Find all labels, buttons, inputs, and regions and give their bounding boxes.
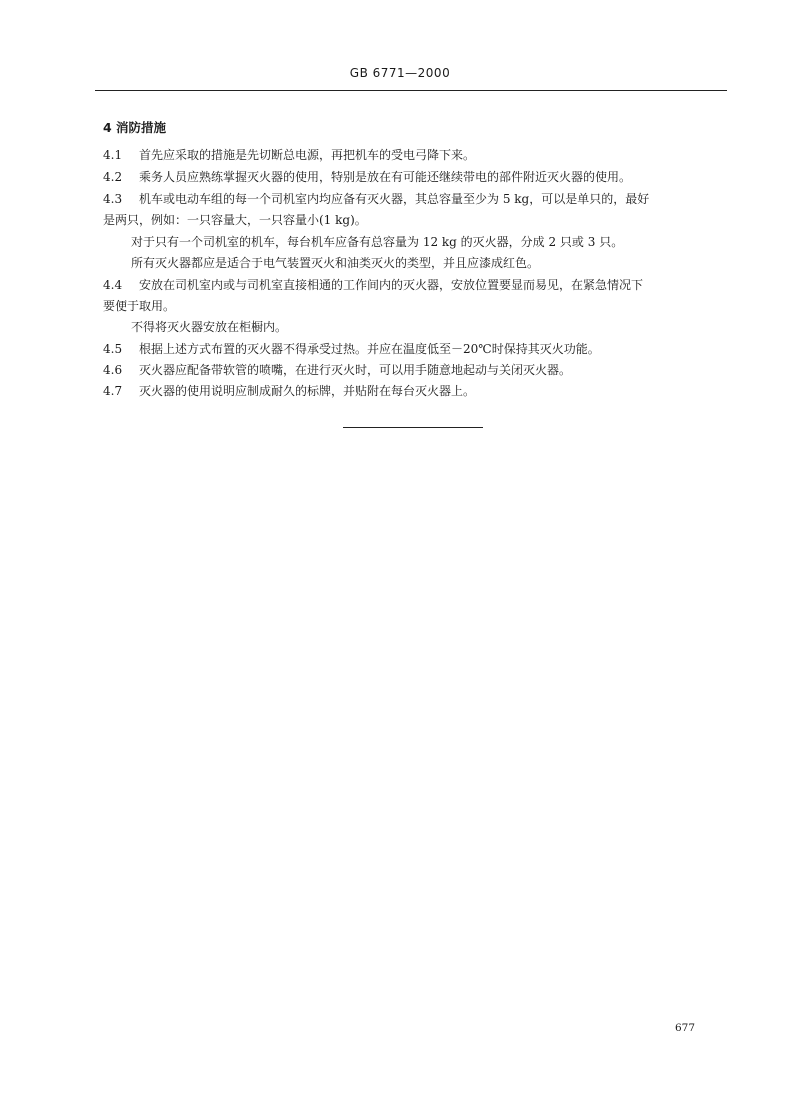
clause-text: 灭火器的使用说明应制成耐久的标牌，并贴附在每台灭火器上。 [139,384,476,398]
paragraph-4-3-type-color: 所有灭火器都应是适合于电气装置灭火和油类灭火的类型，并且应漆成红色。 [131,256,540,270]
clause-text: 灭火器应配备带软管的喷嘴，在进行灭火时，可以用手随意地起动与关闭灭火器。 [139,363,572,377]
clause-text: 首先应采取的措施是先切断总电源，再把机车的受电弓降下来。 [139,148,476,162]
clause-text: 安放在司机室内或与司机室直接相通的工作间内的灭火器，安放位置要显而易见，在紧急情况下 [139,278,644,292]
clause-text: 机车或电动车组的每一个司机室内均应备有灭火器，其总容量至少为 5 kg，可以是单只的，最好 [139,192,650,206]
clause-number: 4.5 [103,342,123,356]
paragraph-4-4-cabinet: 不得将灭火器安放在柜橱内。 [131,320,288,334]
clause-number: 4.1 [103,148,123,162]
clause-4-4-continuation: 要便于取用。 [103,299,176,313]
clause-4-5 [103,342,728,356]
clause-4-6 [103,363,728,377]
clause-number: 4.6 [103,363,123,377]
section-title: 4 消防措施 [103,120,167,135]
clause-4-3 [103,192,728,206]
clause-4-3-continuation: 是两只，例如：一只容量大，一只容量小(1 kg)。 [103,213,367,227]
header-rule [95,90,727,91]
clause-4-7 [103,384,728,398]
paragraph-4-3-single-cab: 对于只有一个司机室的机车，每台机车应备有总容量为 12 kg 的灭火器，分成 2 只或 3 只。 [131,235,624,249]
clause-4-2 [103,170,728,184]
clause-4-4 [103,278,728,292]
clause-4-1 [103,148,728,162]
page-number: 677 [675,1022,696,1034]
end-of-text-rule [343,427,483,428]
standard-code-header: GB 6771—2000 [349,66,451,80]
clause-number: 4.4 [103,278,123,292]
clause-number: 4.3 [103,192,123,206]
clause-text: 根据上述方式布置的灭火器不得承受过热。并应在温度低至－20℃时保持其灭火功能。 [139,342,600,356]
clause-text: 乘务人员应熟练掌握灭火器的使用，特别是放在有可能还继续带电的部件附近灭火器的使用。 [139,170,632,184]
clause-number: 4.7 [103,384,123,398]
clause-number: 4.2 [103,170,123,184]
